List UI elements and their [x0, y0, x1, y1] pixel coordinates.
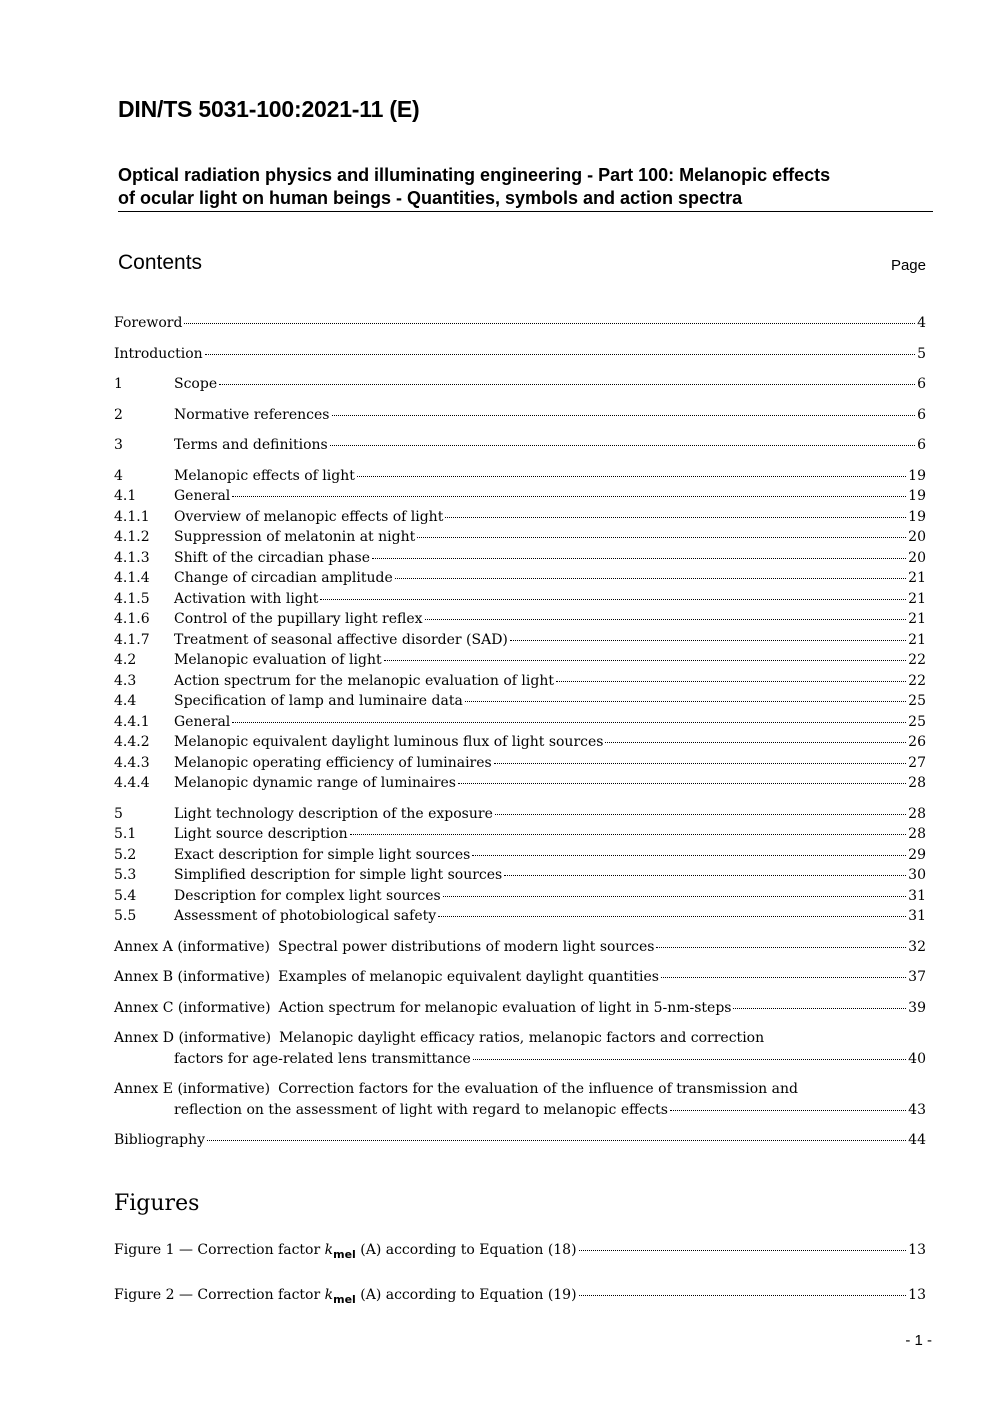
- symbol-k: [324, 1242, 356, 1261]
- toc-entry-number: 4.1: [114, 488, 137, 504]
- toc-entry-page: 27: [908, 754, 926, 771]
- toc-entry[interactable]: [114, 589, 926, 610]
- toc-entry-page: 26: [908, 734, 926, 750]
- toc-entry-number: 4.4.2: [114, 734, 150, 750]
- toc-entry[interactable]: [114, 691, 926, 712]
- toc-entry-page: 39: [908, 999, 926, 1016]
- toc-entry-title: Activation with light: [174, 590, 319, 607]
- toc-entry-title: Change of circadian amplitude: [174, 570, 393, 586]
- toc-entry-title: Melanopic equivalent daylight luminous flux of light sources: [174, 734, 604, 750]
- toc-entry-page: 25: [908, 713, 926, 730]
- toc-entry-title: Melanopic daylight efficacy ratios, melanopic factors and correction: [279, 1030, 765, 1046]
- toc-entry-number: 4: [114, 467, 123, 484]
- toc-entry-title: Scope: [174, 376, 218, 392]
- toc-entry-title: Normative references: [174, 406, 330, 423]
- toc-entry-page: 30: [908, 867, 926, 883]
- toc-entry[interactable]: [114, 773, 926, 794]
- toc-entry[interactable]: [114, 486, 926, 507]
- toc-entry[interactable]: [114, 548, 926, 569]
- toc-entry-annex-b[interactable]: [114, 967, 926, 988]
- toc-entry-title: Melanopic operating efficiency of luminaires: [174, 754, 492, 771]
- toc-leader-dots: [207, 1139, 906, 1141]
- toc-entry-number: 5.5: [114, 908, 137, 924]
- toc-entry[interactable]: [114, 804, 926, 825]
- toc-entry-number: 5.2: [114, 846, 137, 863]
- document-id: DIN/TS 5031-100:2021-11 (E): [118, 96, 420, 122]
- toc-entry[interactable]: [114, 906, 926, 927]
- toc-entry-title-continued: factors for age-related lens transmittance: [174, 1050, 471, 1067]
- toc-entry-page: 22: [908, 672, 926, 689]
- toc-entry-page: 19: [908, 488, 926, 504]
- toc-entry-page: 21: [908, 590, 926, 607]
- figure-entry-title: [114, 1239, 577, 1266]
- figures-heading: Figures: [114, 1191, 200, 1216]
- toc-entry-number: 4.1.7: [114, 631, 150, 648]
- document-title: [118, 164, 933, 212]
- toc-entry-title-continued: reflection on the assessment of light with regard to melanopic effects: [174, 1101, 668, 1118]
- document-title-line-1: Optical radiation physics and illuminating engineering - Part 100: Melanopic effects: [118, 165, 831, 185]
- figure-entry-page: 13: [908, 1242, 926, 1258]
- toc-leader-dots: [465, 700, 906, 702]
- toc-leader-dots: [495, 813, 906, 815]
- toc-leader-dots: [184, 322, 915, 324]
- symbol-k-letter: k: [324, 1287, 334, 1303]
- toc-entry-number: 4.4.1: [114, 713, 150, 730]
- toc-entry-number: 4.4.4: [114, 775, 150, 791]
- toc-entry-title: Introduction: [114, 345, 203, 362]
- toc-leader-dots: [320, 598, 906, 600]
- toc-entry-title: Examples of melanopic equivalent daylight quantities: [278, 969, 659, 985]
- toc-entry-page: 6: [917, 437, 926, 453]
- toc-entry-title: General: [174, 713, 231, 730]
- toc-entry-number: 4.4: [114, 693, 137, 709]
- toc-entry-number: 5.4: [114, 887, 137, 904]
- toc-leader-dots: [372, 557, 906, 559]
- toc-leader-dots: [661, 976, 906, 978]
- toc-leader-dots: [438, 915, 906, 917]
- symbol-k: [324, 1287, 356, 1306]
- annex-label: Annex A (informative): [114, 938, 270, 955]
- toc-entry-title: Specification of lamp and luminaire data: [174, 693, 463, 709]
- toc-entry-page: 6: [917, 406, 926, 423]
- toc-entry-page: 6: [917, 376, 926, 392]
- toc-leader-dots: [232, 495, 906, 497]
- toc-entry-title: Control of the pupillary light reflex: [174, 611, 423, 627]
- toc-entry-number: 3: [114, 437, 123, 453]
- toc-entry-title: Light source description: [174, 826, 348, 842]
- toc-entry-page: 19: [908, 508, 926, 525]
- toc-entry-title: Suppression of melatonin at night: [174, 529, 416, 545]
- toc-entry[interactable]: [114, 886, 926, 907]
- toc-entry-number: 4.4.3: [114, 754, 150, 771]
- contents-heading: Contents: [118, 251, 203, 274]
- toc-entry-introduction[interactable]: [114, 344, 926, 365]
- toc-entry[interactable]: [114, 466, 926, 487]
- table-of-contents: [114, 313, 926, 1151]
- toc-entry-title: Overview of melanopic effects of light: [174, 508, 444, 525]
- toc-entry-page: 21: [908, 631, 926, 648]
- list-of-figures: [114, 1239, 926, 1306]
- figure-entry-title: [114, 1284, 577, 1311]
- toc-entry-page: 28: [908, 805, 926, 822]
- toc-entry-page: 4: [917, 315, 926, 331]
- toc-entry-page: 5: [917, 345, 926, 362]
- toc-entry-title: Spectral power distributions of modern light sources: [277, 938, 655, 955]
- toc-entry-number: 4.1.5: [114, 590, 150, 607]
- toc-entry-title: Melanopic effects of light: [174, 467, 355, 484]
- annex-label: Annex C (informative): [114, 999, 271, 1016]
- toc-entry-number: 2: [114, 406, 123, 423]
- toc-leader-dots: [579, 1249, 907, 1251]
- toc-entry-page: 19: [908, 467, 926, 484]
- toc-entry[interactable]: [114, 609, 926, 630]
- toc-entry-title: Light technology description of the exposure: [174, 805, 493, 822]
- toc-leader-dots: [510, 639, 906, 641]
- toc-entry-page: 28: [908, 826, 926, 842]
- toc-leader-dots: [656, 946, 906, 948]
- toc-entry-number: 5.3: [114, 867, 137, 883]
- toc-entry-title: Correction factors for the evaluation of the influence of transmission and: [278, 1081, 798, 1097]
- toc-entry-title: Simplified description for simple light sources: [174, 867, 503, 883]
- toc-entry-foreword[interactable]: [114, 313, 926, 334]
- figure-entry-page: 13: [908, 1287, 926, 1303]
- toc-leader-dots: [556, 680, 906, 682]
- toc-leader-dots: [350, 833, 906, 835]
- toc-entry-number: 5.1: [114, 826, 137, 842]
- toc-leader-dots: [219, 383, 915, 385]
- toc-entry[interactable]: [114, 650, 926, 671]
- toc-entry-title: Terms and definitions: [174, 437, 328, 453]
- toc-entry-page: 43: [908, 1101, 926, 1118]
- toc-leader-dots: [472, 854, 906, 856]
- toc-entry-number: 4.1.3: [114, 549, 150, 566]
- toc-entry[interactable]: [114, 568, 926, 589]
- toc-entry-page: 29: [908, 846, 926, 863]
- toc-entry[interactable]: [114, 507, 926, 528]
- toc-entry-annex-c[interactable]: [114, 998, 926, 1019]
- toc-entry-page: 31: [908, 887, 926, 904]
- toc-entry-title: Shift of the circadian phase: [174, 549, 371, 566]
- figure-entry-suffix: (A) according to Equation (18): [355, 1242, 577, 1258]
- toc-leader-dots: [494, 762, 906, 764]
- toc-entry-number: 4.2: [114, 652, 137, 668]
- toc-entry-number: 4.1.1: [114, 508, 150, 525]
- toc-entry-title: Exact description for simple light sources: [174, 846, 471, 863]
- toc-entry-page: 25: [908, 693, 926, 709]
- figure-entry[interactable]: [114, 1284, 926, 1306]
- toc-leader-dots: [330, 444, 915, 446]
- toc-leader-dots: [445, 516, 906, 518]
- toc-leader-dots: [395, 577, 906, 579]
- toc-leader-dots: [733, 1007, 906, 1009]
- toc-entry[interactable]: [114, 712, 926, 733]
- toc-entry-annex-d[interactable]: [114, 1028, 926, 1069]
- toc-entry-title: Description for complex light sources: [174, 887, 441, 904]
- toc-entry-title: Foreword: [114, 315, 183, 331]
- toc-leader-dots: [473, 1058, 906, 1060]
- toc-entry[interactable]: [114, 671, 926, 692]
- toc-entry[interactable]: [114, 732, 926, 753]
- annex-label: Annex D (informative): [114, 1030, 272, 1046]
- toc-entry-page: 28: [908, 775, 926, 791]
- toc-entry-title: Action spectrum for the melanopic evaluation of light: [174, 672, 554, 689]
- annex-label: Annex E (informative): [114, 1081, 271, 1097]
- toc-entry-number: 5: [114, 805, 123, 822]
- toc-entry[interactable]: [114, 753, 926, 774]
- toc-leader-dots: [579, 1294, 907, 1296]
- toc-entry-page: 21: [908, 570, 926, 586]
- toc-entry-title: Treatment of seasonal affective disorder (SAD): [174, 631, 508, 648]
- toc-entry-page: 44: [908, 1132, 926, 1148]
- figure-entry-prefix: Figure 1 — Correction factor: [114, 1242, 325, 1258]
- toc-entry-page: 40: [908, 1050, 926, 1067]
- toc-entry-title: Assessment of photobiological safety: [174, 908, 437, 924]
- page-column-label: Page: [890, 257, 926, 274]
- toc-entry-page: 20: [908, 549, 926, 566]
- document-title-line-2: of ocular light on human beings - Quantities, symbols and action spectra: [118, 188, 743, 208]
- toc-entry-title: Melanopic evaluation of light: [174, 652, 382, 668]
- toc-entry[interactable]: [114, 527, 926, 548]
- symbol-subscript: mel: [333, 1293, 356, 1306]
- toc-entry[interactable]: [114, 374, 926, 395]
- toc-entry[interactable]: [114, 865, 926, 886]
- toc-leader-dots: [332, 414, 916, 416]
- symbol-subscript: mel: [333, 1248, 356, 1261]
- figure-entry[interactable]: [114, 1239, 926, 1261]
- toc-entry-title: Bibliography: [114, 1132, 205, 1148]
- toc-leader-dots: [605, 741, 906, 743]
- toc-leader-dots: [357, 475, 906, 477]
- toc-entry-annex-e[interactable]: [114, 1079, 926, 1120]
- toc-entry[interactable]: [114, 405, 926, 426]
- figure-entry-prefix: Figure 2 — Correction factor: [114, 1287, 325, 1303]
- toc-entry[interactable]: [114, 845, 926, 866]
- toc-entry-number: 4.1.4: [114, 570, 150, 586]
- toc-entry[interactable]: [114, 630, 926, 651]
- toc-entry-page: 22: [908, 652, 926, 668]
- toc-entry-title: Melanopic dynamic range of luminaires: [174, 775, 456, 791]
- toc-entry-page: 31: [908, 908, 926, 924]
- toc-leader-dots: [205, 353, 915, 355]
- toc-entry[interactable]: [114, 824, 926, 845]
- toc-entry-bibliography[interactable]: [114, 1130, 926, 1151]
- toc-entry-page: 21: [908, 611, 926, 627]
- page-number: - 1 -: [905, 1332, 932, 1349]
- toc-entry-number: 4.1.2: [114, 529, 150, 545]
- toc-entry-page: 37: [908, 969, 926, 985]
- toc-leader-dots: [670, 1109, 906, 1111]
- annex-label: Annex B (informative): [114, 969, 271, 985]
- toc-leader-dots: [417, 536, 906, 538]
- toc-entry[interactable]: [114, 435, 926, 456]
- toc-leader-dots: [443, 895, 906, 897]
- toc-entry-page: 32: [908, 938, 926, 955]
- toc-leader-dots: [458, 782, 906, 784]
- toc-entry-annex-a[interactable]: [114, 937, 926, 958]
- toc-entry-number: 4.1.6: [114, 611, 150, 627]
- toc-entry-number: 4.3: [114, 672, 137, 689]
- toc-entry-title: Action spectrum for melanopic evaluation of light in 5-nm-steps: [278, 999, 732, 1016]
- figure-entry-suffix: (A) according to Equation (19): [355, 1287, 577, 1303]
- toc-leader-dots: [384, 659, 907, 661]
- symbol-k-letter: k: [324, 1242, 334, 1258]
- toc-entry-title: General: [174, 488, 231, 504]
- toc-entry-number: 1: [114, 376, 123, 392]
- toc-leader-dots: [425, 618, 907, 620]
- toc-leader-dots: [232, 721, 906, 723]
- toc-entry-page: 20: [908, 529, 926, 545]
- toc-leader-dots: [504, 874, 906, 876]
